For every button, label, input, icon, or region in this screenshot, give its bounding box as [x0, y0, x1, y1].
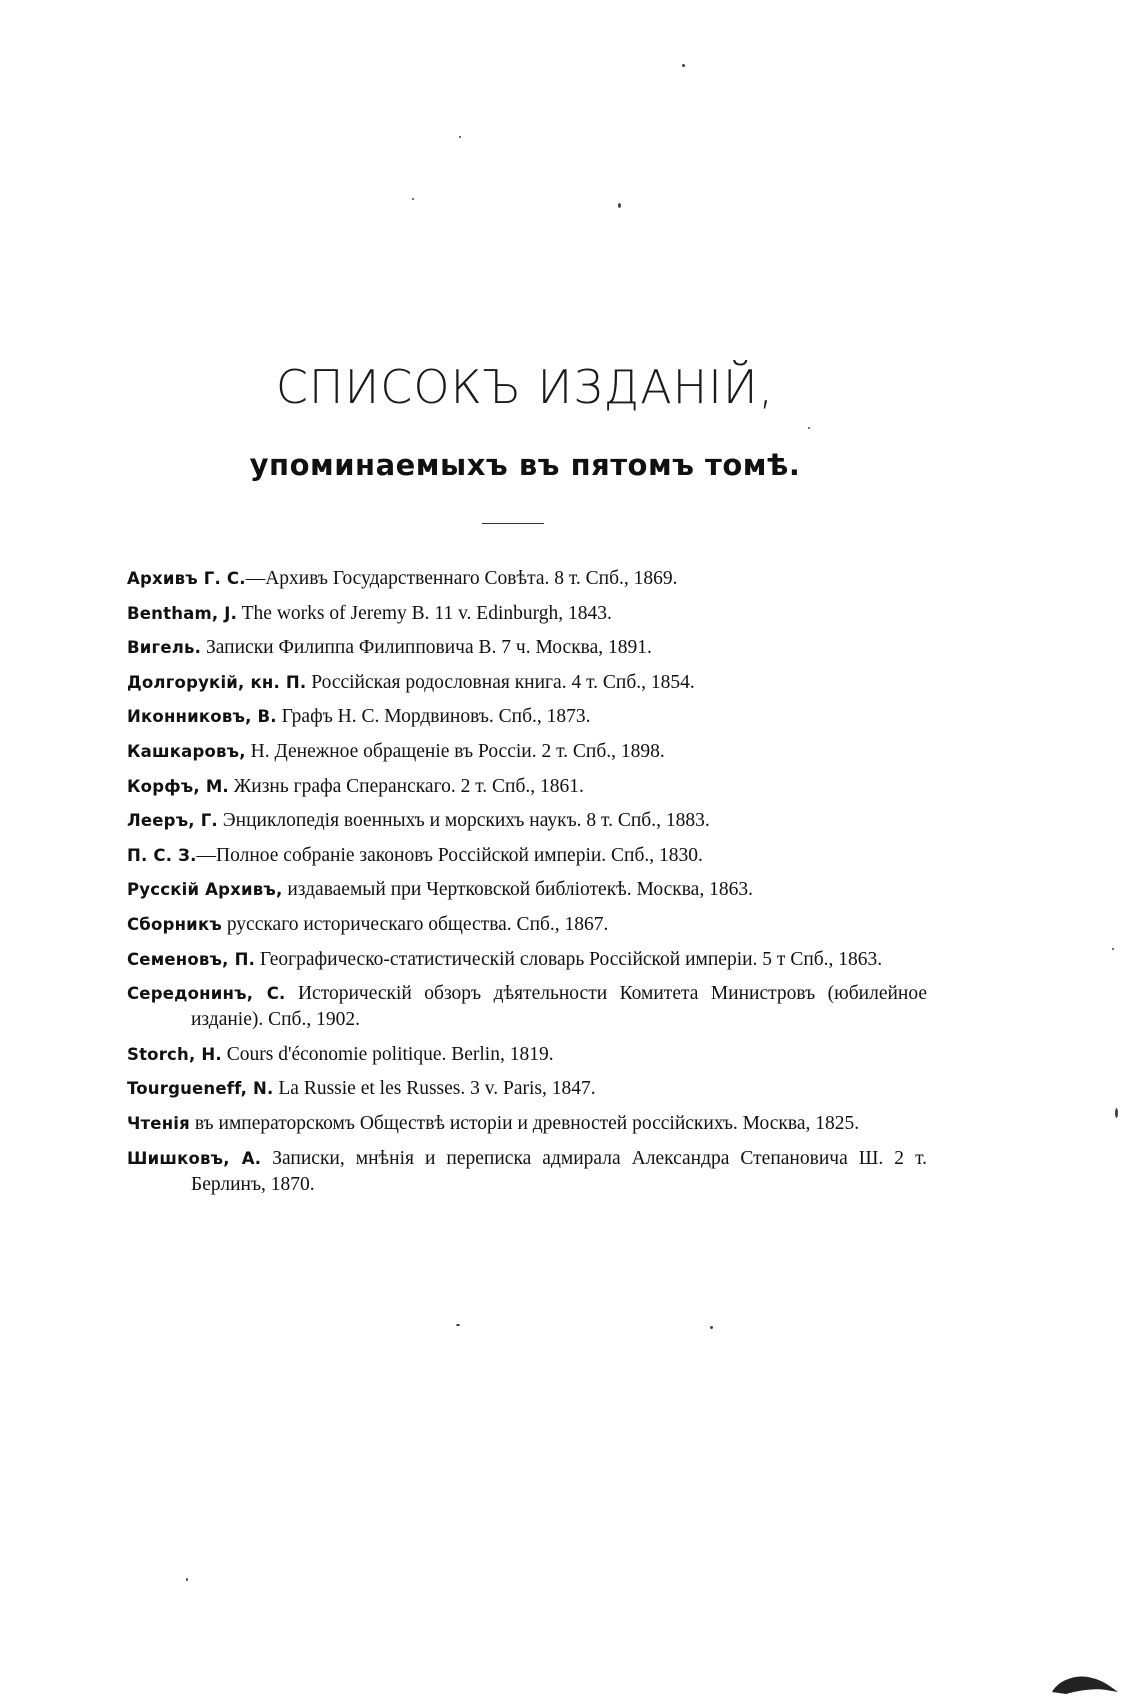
- scan-speck: [808, 427, 810, 429]
- list-item: [127, 739, 927, 765]
- list-item: [127, 1076, 927, 1102]
- entry-author: Корфъ, М.: [127, 776, 229, 796]
- entry-text: Историческій обзоръ дѣятельности Комитета Министровъ (юбилейное изданіе). Спб., 1902.: [191, 983, 927, 1031]
- entry-text: Жизнь графа Сперанскаго. 2 т. Спб., 1861.: [228, 775, 584, 797]
- page-title: СПИСОКЪ ИЗДАНІЙ,: [275, 360, 775, 414]
- divider-rule: [482, 523, 544, 524]
- scan-speck: [459, 136, 461, 138]
- page-subtitle: упоминаемыхъ въ пятомъ томѣ.: [249, 448, 801, 482]
- list-item: [127, 947, 927, 973]
- entry-text: русскаго историческаго общества. Спб., 1867.: [221, 913, 609, 935]
- entry-author: Русскій Архивъ,: [127, 880, 283, 900]
- entry-text: въ императорскомъ Обществѣ исторіи и древностей россійскихъ. Москва, 1825.: [189, 1112, 860, 1134]
- entry-text: Н. Денежное обращеніе въ Россіи. 2 т. Спб., 1898.: [245, 740, 665, 762]
- scan-speck: [682, 64, 685, 67]
- list-item: [127, 843, 927, 869]
- entry-author: Storch, H.: [127, 1044, 222, 1064]
- entry-text: The works of Jeremy B. 11 v. Edinburgh, 1843.: [237, 602, 612, 624]
- list-item: [127, 808, 927, 834]
- entry-author: Чтенія: [127, 1113, 190, 1133]
- scan-speck: [412, 198, 414, 200]
- list-item: [127, 912, 927, 938]
- list-item: [127, 566, 927, 592]
- entry-author: Архивъ Г. С.: [127, 569, 246, 588]
- entry-text: Графъ Н. С. Мордвиновъ. Спб., 1873.: [276, 706, 591, 728]
- scan-speck: [186, 1578, 188, 1581]
- list-item: [127, 635, 927, 661]
- entry-author: Середонинъ, С.: [127, 984, 286, 1004]
- entry-text: —Полное собраніе законовъ Россійской имперіи. Спб., 1830.: [196, 844, 703, 866]
- entry-author: Иконниковъ, В.: [127, 707, 277, 727]
- entry-author: Сборникъ: [127, 914, 222, 934]
- entry-text: —Архивъ Государственнаго Совѣта. 8 т. Спб., 1869.: [245, 568, 678, 589]
- entry-author: Кашкаровъ,: [127, 741, 246, 761]
- scan-speck: [618, 203, 621, 208]
- list-item: [127, 1111, 927, 1137]
- entry-text: Географическо-статистическій словарь Россійской имперіи. 5 т Спб., 1863.: [255, 948, 883, 970]
- entry-author: Семеновъ, П.: [127, 949, 256, 969]
- entry-text: La Russie et les Russes. 3 v. Paris, 1847.: [273, 1078, 596, 1100]
- list-item: [127, 601, 927, 627]
- entry-text: Записки Филиппа Филипповича В. 7 ч. Москва, 1891.: [201, 637, 652, 659]
- entry-text: издаваемый при Чертковской библіотекѣ. Москва, 1863.: [282, 879, 753, 901]
- entry-text: Россійская родословная книга. 4 т. Спб., 1854.: [306, 671, 695, 693]
- list-item: [127, 877, 927, 903]
- scan-blot-icon: [1050, 1670, 1120, 1700]
- list-item: [127, 704, 927, 730]
- entry-author: Долгорукій, кн. П.: [127, 672, 307, 692]
- list-item: [127, 1042, 927, 1068]
- scan-speck: [710, 1326, 713, 1329]
- list-item: [127, 1146, 927, 1198]
- bibliography-list: [127, 566, 927, 1206]
- scan-speck: [1112, 948, 1114, 950]
- entry-author: Tourgueneff, N.: [127, 1079, 274, 1099]
- scan-speck: [456, 1324, 460, 1326]
- entry-author: Лееръ, Г.: [127, 811, 218, 831]
- list-item: [127, 670, 927, 696]
- list-item: [127, 774, 927, 800]
- entry-text: Энциклопедія военныхъ и морскихъ наукъ. 8 т. Спб., 1883.: [217, 810, 710, 832]
- entry-author: П. С. З.: [127, 845, 197, 865]
- entry-author: Вигель.: [127, 638, 202, 658]
- entry-author: Шишковъ, А.: [127, 1148, 262, 1168]
- list-item: [127, 981, 927, 1033]
- entry-text: Cours d'économie politique. Berlin, 1819.: [221, 1043, 554, 1065]
- entry-author: Bentham, J.: [127, 603, 238, 623]
- scan-speck: [1115, 1108, 1118, 1118]
- entry-text: Записки, мнѣнія и переписка адмирала Александра Степановича Ш. 2 т. Берлинъ, 1870.: [191, 1147, 928, 1195]
